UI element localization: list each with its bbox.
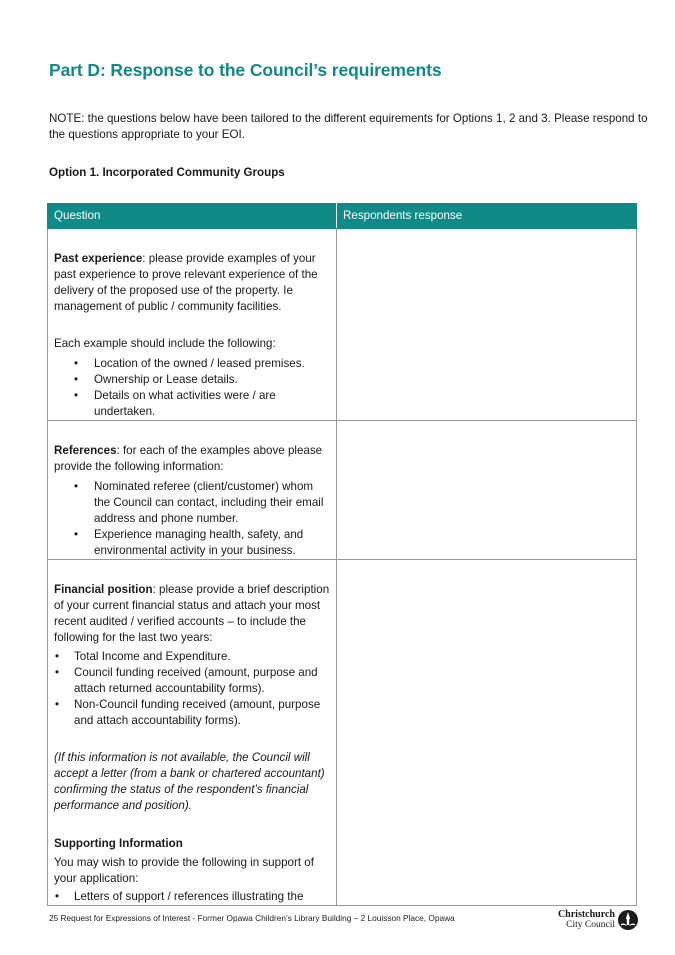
table-row-past-experience (48, 229, 637, 421)
references-list (54, 479, 331, 559)
financial-position-list (54, 649, 331, 729)
list-item: • Council funding received (amount, purpose and attach returned accountability forms). (55, 666, 318, 695)
question-cell-past-experience (48, 229, 337, 421)
response-cell-financial-position[interactable] (337, 560, 637, 906)
note-paragraph: NOTE: the questions below have been tailored to the different equirements for Options 1, 2 and 3. Please respond to the questions appropriate to your EOI. (49, 112, 648, 141)
council-logo (557, 909, 639, 931)
table-row-financial-position (48, 560, 637, 906)
financial-position-note: (If this information is not available, the Council will accept a letter (from a bank or chartered accountant) confirming the status of the respondent’s financial performance and position). (54, 751, 325, 812)
page-footer: 25 Request for Expressions of Interest - Former Opawa Children’s Library Building – 2 Louisson Place, Opawa (49, 913, 455, 923)
cathedral-icon (618, 910, 638, 930)
table-row-references (48, 421, 637, 560)
response-cell-past-experience[interactable] (337, 229, 637, 421)
past-experience-intro: Each example should include the following: (54, 337, 276, 350)
list-item: • Nominated referee (client/customer) whom the Council can contact, including their email address and phone number. (74, 480, 324, 525)
supporting-information-list (54, 889, 331, 905)
references-text: : for each of the examples above please provide the following information: (54, 444, 323, 473)
list-item: • Ownership or Lease details. (74, 373, 238, 386)
financial-position-text: : please provide a brief description of your current financial status and attach your most recent audited / verified accounts – to include the following for the last two years: (54, 583, 330, 644)
table-header-row (48, 204, 637, 229)
question-cell-financial-position (48, 560, 337, 906)
response-cell-references[interactable] (337, 421, 637, 560)
list-item: • Letters of support / references illustrating the (55, 890, 304, 903)
column-header-question: Question (48, 204, 337, 229)
supporting-information-title: Supporting Information (54, 837, 183, 850)
references-label: References (54, 444, 117, 457)
questions-table (47, 203, 637, 906)
page-heading: Part D: Response to the Council’s requirements (49, 60, 442, 80)
list-item: • Details on what activities were / are undertaken. (74, 389, 276, 418)
logo-line-2: City Council (566, 920, 615, 930)
list-item: • Location of the owned / leased premises. (74, 357, 305, 370)
list-item: • Non-Council funding received (amount, purpose and attach accountability forms). (55, 698, 321, 727)
option-title: Option 1. Incorporated Community Groups (49, 166, 285, 179)
question-cell-references (48, 421, 337, 560)
list-item: • Experience managing health, safety, and environmental activity in your business. (74, 528, 304, 557)
past-experience-list (54, 356, 331, 420)
logo-line-1: Christchurch (557, 909, 615, 920)
supporting-information-text: You may wish to provide the following in support of your application: (54, 856, 314, 885)
past-experience-text: : please provide examples of your past experience to prove relevant experience of the delivery of the proposed use of the property. Ie management of public / community facilities. (54, 252, 318, 313)
list-item: • Total Income and Expenditure. (55, 650, 231, 663)
past-experience-label: Past experience (54, 252, 143, 265)
financial-position-label: Financial position (54, 583, 153, 596)
column-header-response: Respondents response (337, 204, 637, 229)
